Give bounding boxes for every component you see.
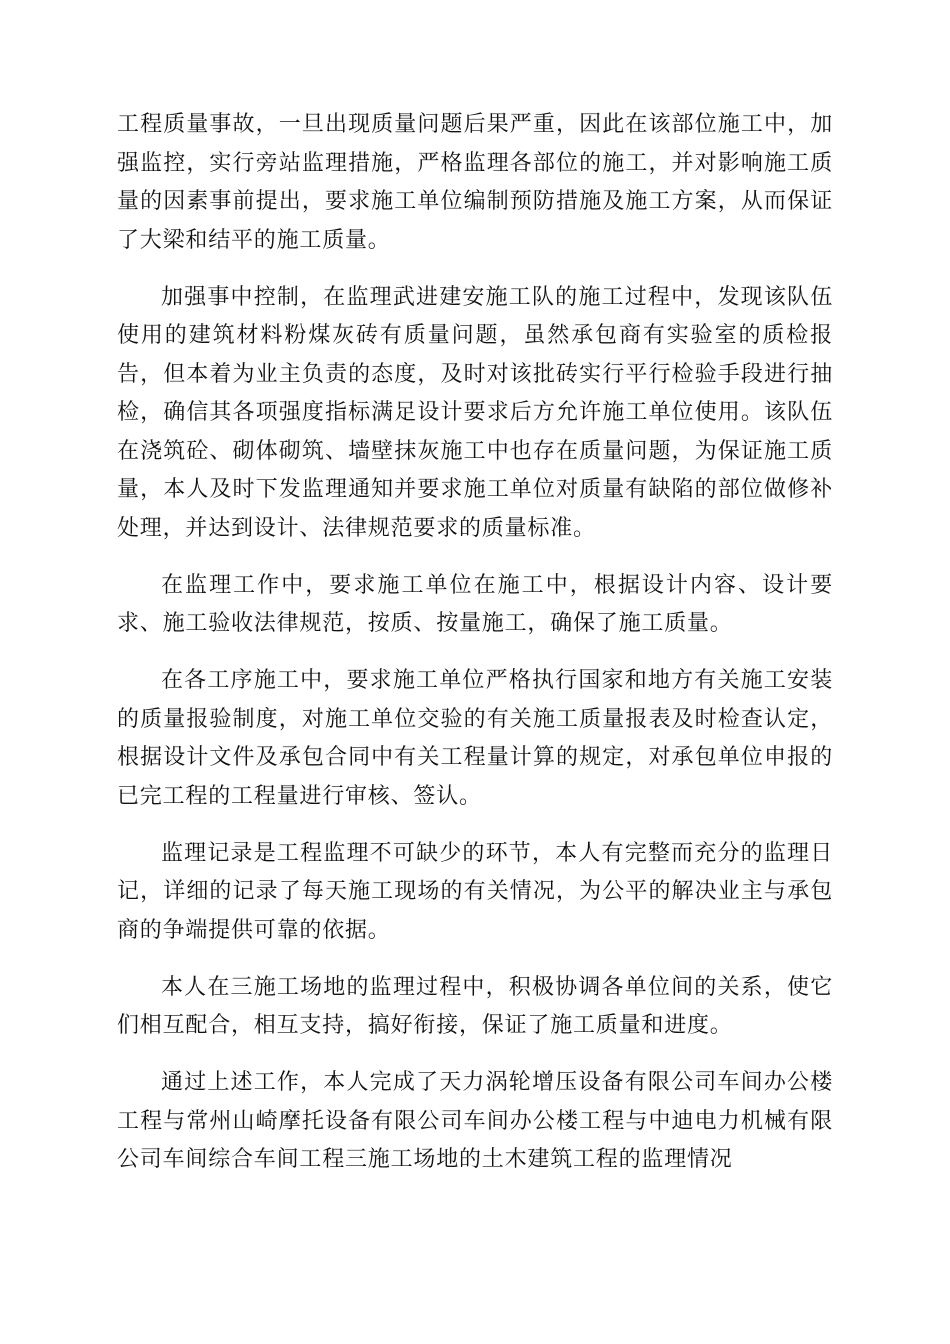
paragraph: 通过上述工作，本人完成了天力涡轮增压设备有限公司车间办公楼工程与常州山崎摩托设备有限公司车间办公楼工程与中迪电力机械有限公司车间综合车间工程三施工场地的土木建筑工程的监理情况 (117, 1070, 833, 1172)
paragraph: 在监理工作中，要求施工单位在施工中，根据设计内容、设计要求、施工验收法律规范，按质、按量施工，确保了施工质量。 (117, 572, 833, 636)
document-body (117, 106, 833, 1198)
paragraph: 加强事中控制，在监理武进建安施工队的施工过程中，发现该队伍使用的建筑材料粉煤灰砖有质量问题，虽然承包商有实验室的质检报告，但本着为业主负责的态度，及时对该批砖实行平行检验手段进行抽检，确信其各项强度指标满足设计要求后方允许施工单位使用。该队伍在浇筑砼、砌体砌筑、墙壁抹灰施工中也存在质量问题，为保证施工质量，本人及时下发监理通知并要求施工单位对质量有缺陷的部位做修补处理，并达到设计、法律规范要求的质量标准。 (117, 284, 833, 541)
paragraph-continued: 工程质量事故，一旦出现质量问题后果严重，因此在该部位施工中，加强监控，实行旁站监理措施，严格监理各部位的施工，并对影响施工质量的因素事前提出，要求施工单位编制预防措施及施工方案，从而保证了大梁和结平的施工质量。 (117, 112, 833, 253)
paragraph: 本人在三施工场地的监理过程中，积极协调各单位间的关系，使它们相互配合，相互支持，搞好衔接，保证了施工质量和进度。 (117, 974, 833, 1038)
paragraph: 监理记录是工程监理不可缺少的环节，本人有完整而充分的监理日记，详细的记录了每天施工现场的有关情况，为公平的解决业主与承包商的争端提供可靠的依据。 (117, 840, 833, 943)
paragraph: 在各工序施工中，要求施工单位严格执行国家和地方有关施工安装的质量报验制度，对施工单位交验的有关施工质量报表及时检查认定，根据设计文件及承包合同中有关工程量计算的规定，对承包单位申报的已完工程的工程量进行审核、签认。 (117, 668, 833, 809)
